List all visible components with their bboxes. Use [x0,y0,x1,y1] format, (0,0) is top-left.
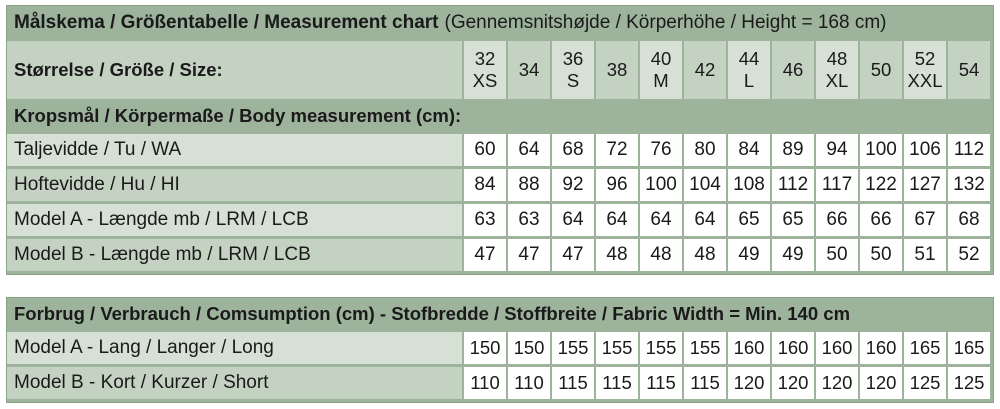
consumption-rows [7,332,993,399]
size-code: S [566,70,580,91]
body-measurement-row-value: 67 [904,204,946,236]
consumption-row [7,332,993,364]
body-measurement-rows [7,134,993,271]
size-header-cell [508,41,550,99]
body-measurement-row-value: 117 [816,169,858,201]
body-measurement-row-value: 68 [948,204,990,236]
consumption-row-value: 115 [684,367,726,399]
size-header-cell [640,41,682,99]
body-measurement-row-value: 64 [508,134,550,166]
consumption-row-value: 120 [816,367,858,399]
body-measurement-row-value: 48 [684,239,726,271]
consumption-row-value: 110 [508,367,550,399]
size-header-cell [728,41,770,99]
body-measurement-row-value: 49 [772,239,814,271]
consumption-row-value: 160 [816,332,858,364]
consumption-row-value: 120 [728,367,770,399]
consumption-row-value: 155 [596,332,638,364]
consumption-row-value: 160 [860,332,902,364]
consumption-row-label: Model A - Lang / Langer / Long [7,332,462,364]
consumption-row-value: 155 [684,332,726,364]
size-header-cell [464,41,506,99]
body-measurement-row-value: 48 [596,239,638,271]
consumption-row-value: 155 [552,332,594,364]
body-measurement-row-value: 106 [904,134,946,166]
size-code: XL [825,70,849,91]
size-header-label: Størrelse / Größe / Size: [7,41,462,99]
consumption-row-value: 160 [728,332,770,364]
consumption-row-value: 120 [860,367,902,399]
body-measurement-row-value: 66 [816,204,858,236]
consumption-row-label: Model B - Kort / Kurzer / Short [7,367,462,399]
body-measurement-row-value: 112 [948,134,990,166]
size-header-cell [684,41,726,99]
consumption-row-value: 110 [464,367,506,399]
body-measurement-row-value: 72 [596,134,638,166]
size-header-cell [596,41,638,99]
size-number: 34 [518,59,540,80]
size-number: 42 [694,59,716,80]
consumption-row-value: 125 [904,367,946,399]
size-number: 32 [474,48,496,69]
size-number: 50 [870,59,892,80]
body-measurement-row-label: Hoftevidde / Hu / HI [7,169,462,201]
body-measurement-row-value: 48 [640,239,682,271]
measurement-chart-panel [6,5,994,275]
size-number: 36 [562,48,584,69]
consumption-row-value: 150 [508,332,550,364]
size-number: 40 [650,48,672,69]
size-number: 48 [826,48,848,69]
size-header-cell [860,41,902,99]
body-measurement-row-value: 84 [728,134,770,166]
size-header-cell [816,41,858,99]
body-measurement-row-value: 100 [640,169,682,201]
body-measurement-row-value: 88 [508,169,550,201]
body-measurement-row-value: 92 [552,169,594,201]
consumption-row [7,367,993,399]
body-measurement-row-value: 64 [640,204,682,236]
measurement-title-note: (Gennemsnitshøjde / Körperhöhe / Height = 168 cm) [444,11,887,33]
body-measurement-row-value: 108 [728,169,770,201]
body-measurement-row [7,239,993,271]
consumption-row-value: 125 [948,367,990,399]
body-measurement-row-label: Model A - Længde mb / LRM / LCB [7,204,462,236]
size-number: 44 [738,48,760,69]
body-measurement-row-label: Taljevidde / Tu / WA [7,134,462,166]
size-code: L [743,70,755,91]
size-code: M [653,70,669,91]
size-number: 38 [606,59,628,80]
body-measurement-row-value: 94 [816,134,858,166]
size-code: XS [472,70,498,91]
body-measurement-row-value: 64 [552,204,594,236]
body-measurement-row [7,204,993,236]
size-header-cells [462,41,990,99]
size-header-cell [772,41,814,99]
consumption-row-value: 165 [948,332,990,364]
body-measurement-row-value: 112 [772,169,814,201]
size-number: 54 [958,59,980,80]
body-measurement-row-value: 63 [508,204,550,236]
size-code: XXL [907,70,943,91]
consumption-panel [6,297,994,403]
size-number: 46 [782,59,804,80]
body-measurement-row-label: Model B - Længde mb / LRM / LCB [7,239,462,271]
body-measurement-row-value: 50 [816,239,858,271]
body-measurement-row-value: 65 [728,204,770,236]
consumption-title: Forbrug / Verbrauch / Comsumption (cm) - Stofbredde / Stoffbreite / Fabric Width = Min. 140 cm [14,302,851,324]
size-number: 52 [914,48,936,69]
body-measurement-row-value: 84 [464,169,506,201]
body-measurement-row-value: 76 [640,134,682,166]
size-header-cell [552,41,594,99]
body-measurement-row-value: 122 [860,169,902,201]
body-measurement-row-value: 47 [552,239,594,271]
consumption-row-value: 115 [640,367,682,399]
size-header-row [7,41,993,99]
consumption-row-value: 150 [464,332,506,364]
size-header-cell [948,41,990,99]
consumption-row-value: 115 [552,367,594,399]
body-measurement-row-value: 65 [772,204,814,236]
body-measurement-row-value: 96 [596,169,638,201]
body-measurement-row-value: 64 [596,204,638,236]
body-measurement-row-value: 104 [684,169,726,201]
body-measurement-row-value: 50 [860,239,902,271]
body-measurement-row-value: 66 [860,204,902,236]
body-measurement-row-value: 49 [728,239,770,271]
body-measurement-row-value: 68 [552,134,594,166]
consumption-title-row [7,298,993,329]
body-measurement-section-label: Kropsmål / Körpermaße / Body measurement (cm): [14,105,462,126]
body-measurement-row [7,169,993,201]
measurement-title-row [7,6,993,39]
measurement-title-main: Målskema / Größentabelle / Measurement chart [14,11,439,33]
body-measurement-row-value: 47 [464,239,506,271]
size-header-cell [904,41,946,99]
body-measurement-row-value: 63 [464,204,506,236]
body-measurement-row-value: 60 [464,134,506,166]
body-measurement-row-value: 51 [904,239,946,271]
consumption-row-value: 115 [596,367,638,399]
body-measurement-row-value: 100 [860,134,902,166]
body-measurement-row-value: 132 [948,169,990,201]
body-measurement-row-value: 80 [684,134,726,166]
body-measurement-row [7,134,993,166]
body-measurement-row-value: 64 [684,204,726,236]
body-measurement-row-value: 52 [948,239,990,271]
consumption-row-value: 165 [904,332,946,364]
measurement-title [7,6,993,39]
body-measurement-row-value: 89 [772,134,814,166]
consumption-row-value: 120 [772,367,814,399]
consumption-row-value: 155 [640,332,682,364]
body-measurement-row-value: 127 [904,169,946,201]
consumption-row-value: 160 [772,332,814,364]
body-measurement-section-row [7,101,993,131]
body-measurement-row-value: 47 [508,239,550,271]
